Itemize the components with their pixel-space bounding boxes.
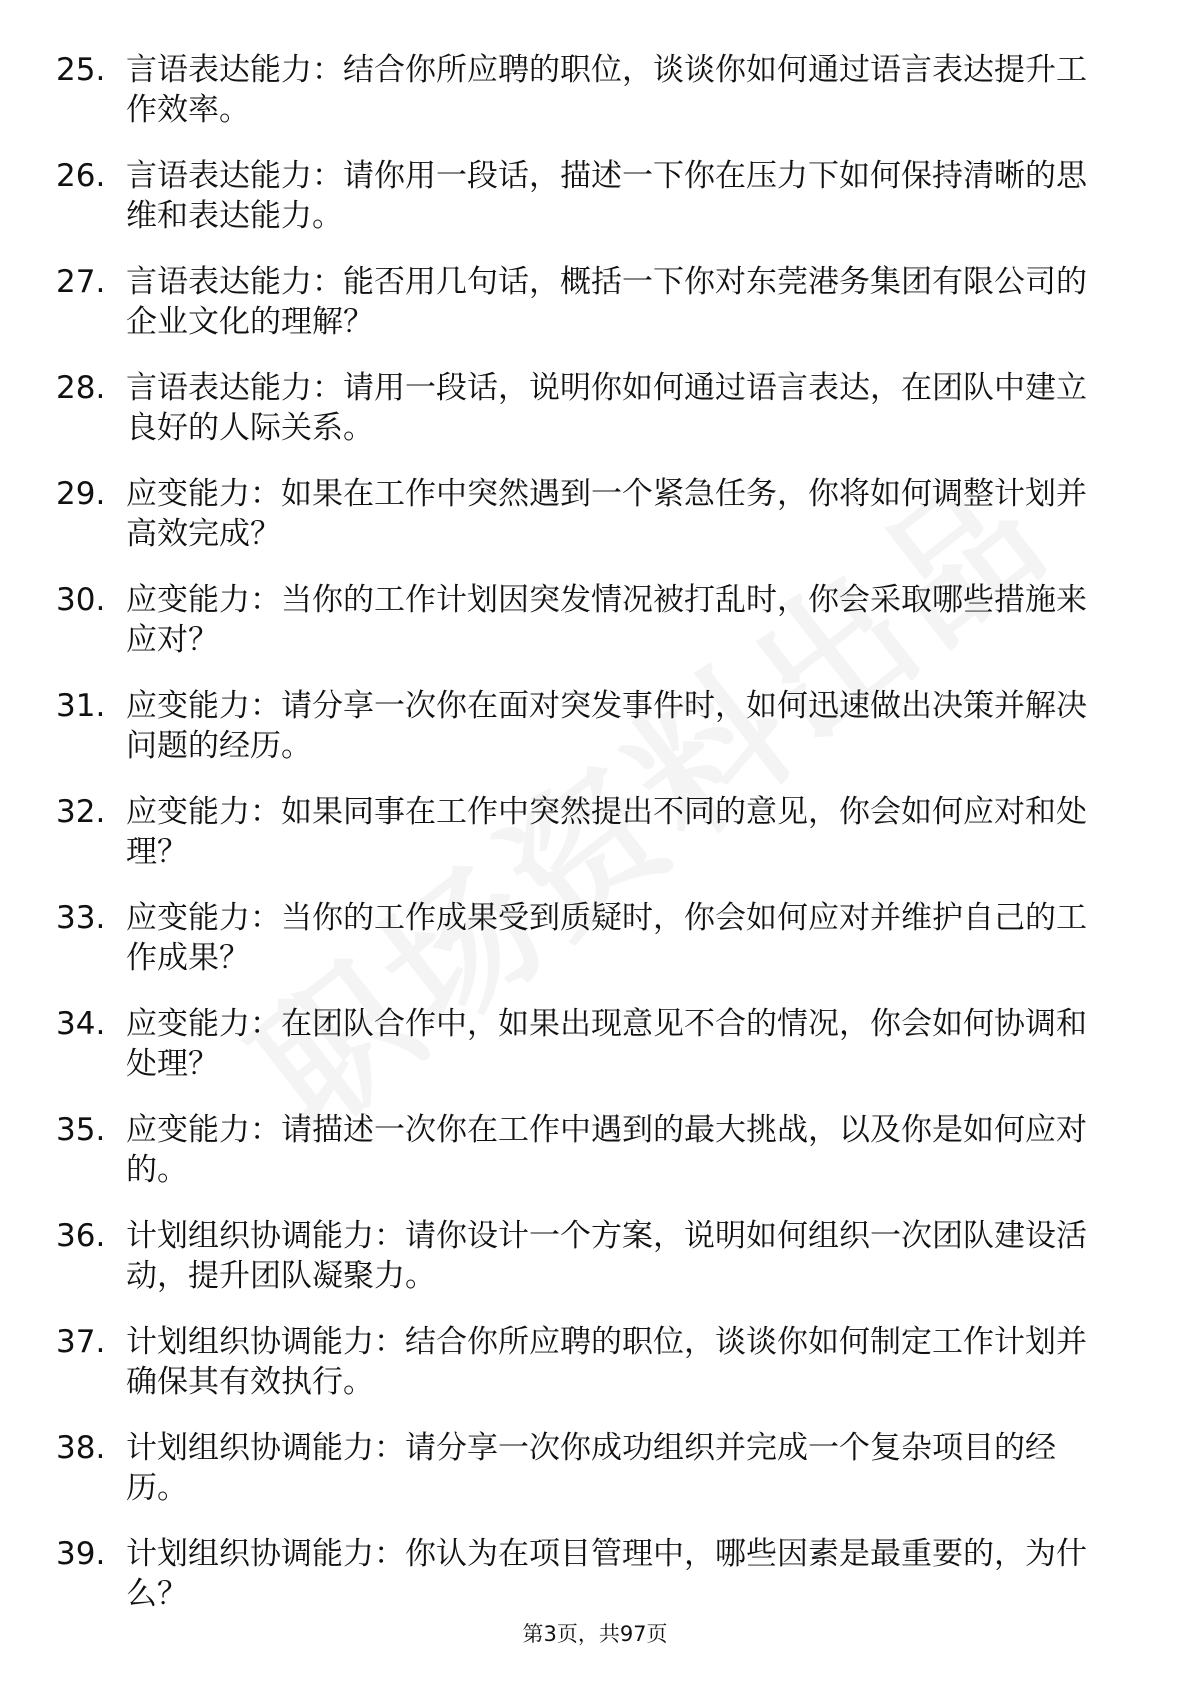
- question-text: 言语表达能力：请用一段话，说明你如何通过语言表达，在团队中建立良好的人际关系。: [126, 370, 1087, 446]
- question-text: 言语表达能力：能否用几句话，概括一下你对东莞港务集团有限公司的企业文化的理解？: [126, 264, 1087, 340]
- question-item: [56, 262, 1096, 342]
- question-text: 应变能力：请描述一次你在工作中遇到的最大挑战，以及你是如何应对的。: [126, 1112, 1087, 1188]
- question-item: [56, 686, 1096, 766]
- question-number: 39.: [56, 1536, 106, 1572]
- question-item: [56, 50, 1096, 130]
- question-number: 26.: [56, 158, 106, 194]
- question-text: 计划组织协调能力：请分享一次你成功组织并完成一个复杂项目的经历。: [126, 1430, 1056, 1506]
- question-item: [56, 1110, 1096, 1190]
- question-item: [56, 1216, 1096, 1296]
- question-number: 38.: [56, 1430, 106, 1466]
- question-item: [56, 156, 1096, 236]
- question-text: 应变能力：如果同事在工作中突然提出不同的意见，你会如何应对和处理？: [126, 794, 1087, 870]
- question-text: 应变能力：当你的工作计划因突发情况被打乱时，你会采取哪些措施来应对？: [126, 582, 1087, 658]
- question-number: 29.: [56, 476, 106, 512]
- page-footer: 第3页，共97页: [522, 1622, 668, 1646]
- question-text: 计划组织协调能力：请你设计一个方案，说明如何组织一次团队建设活动，提升团队凝聚力。: [126, 1218, 1087, 1294]
- question-number: 35.: [56, 1112, 106, 1148]
- question-text: 应变能力：在团队合作中，如果出现意见不合的情况，你会如何协调和处理？: [126, 1006, 1087, 1082]
- question-item: [56, 368, 1096, 448]
- question-list: [56, 50, 1136, 1640]
- question-number: 27.: [56, 264, 106, 300]
- question-item: [56, 792, 1096, 872]
- question-item: [56, 1428, 1096, 1508]
- question-item: [56, 1534, 1096, 1614]
- question-number: 33.: [56, 900, 106, 936]
- question-item: [56, 1004, 1096, 1084]
- question-number: 37.: [56, 1324, 106, 1360]
- question-text: 计划组织协调能力：你认为在项目管理中，哪些因素是最重要的，为什么？: [126, 1536, 1087, 1612]
- question-text: 应变能力：请分享一次你在面对突发事件时，如何迅速做出决策并解决问题的经历。: [126, 688, 1087, 764]
- question-text: 应变能力：当你的工作成果受到质疑时，你会如何应对并维护自己的工作成果？: [126, 900, 1087, 976]
- question-number: 34.: [56, 1006, 106, 1042]
- question-item: [56, 1322, 1096, 1402]
- question-item: [56, 474, 1096, 554]
- question-text: 应变能力：如果在工作中突然遇到一个紧急任务，你将如何调整计划并高效完成？: [126, 476, 1087, 552]
- question-number: 31.: [56, 688, 106, 724]
- question-item: [56, 898, 1096, 978]
- question-number: 30.: [56, 582, 106, 618]
- question-text: 言语表达能力：结合你所应聘的职位，谈谈你如何通过语言表达提升工作效率。: [126, 52, 1087, 128]
- question-text: 言语表达能力：请你用一段话，描述一下你在压力下如何保持清晰的思维和表达能力。: [126, 158, 1087, 234]
- question-number: 36.: [56, 1218, 106, 1254]
- question-number: 32.: [56, 794, 106, 830]
- question-item: [56, 580, 1096, 660]
- question-text: 计划组织协调能力：结合你所应聘的职位，谈谈你如何制定工作计划并确保其有效执行。: [126, 1324, 1087, 1400]
- question-number: 28.: [56, 370, 106, 406]
- question-number: 25.: [56, 52, 106, 88]
